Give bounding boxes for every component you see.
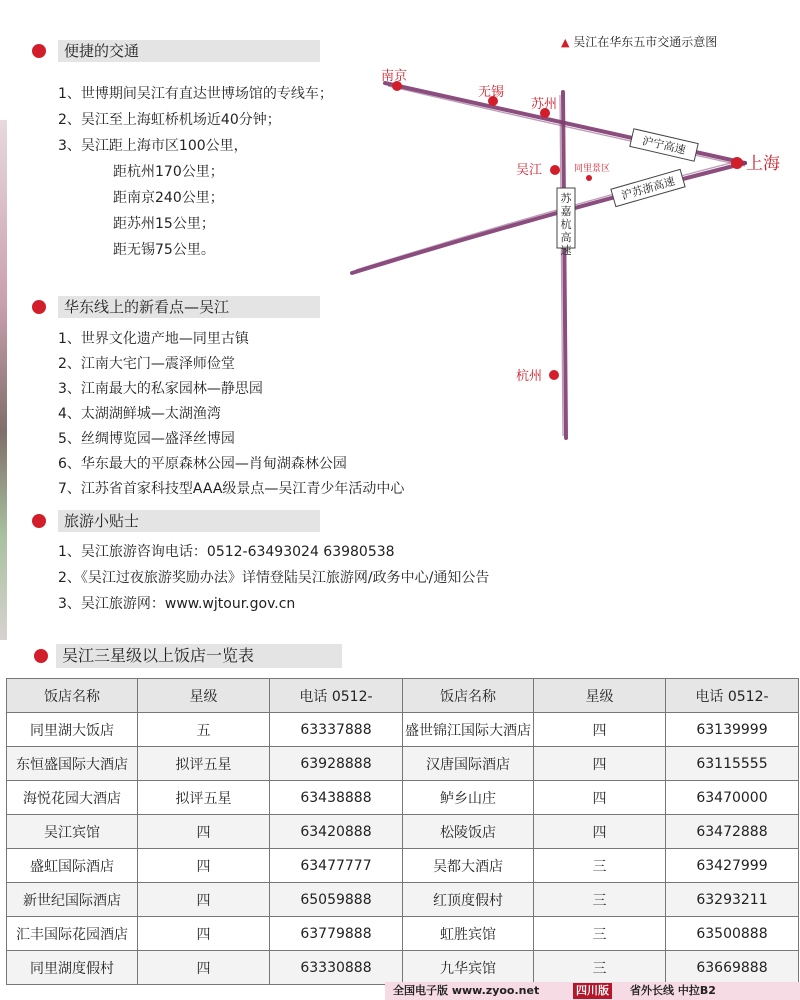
table-cell: 鲈乡山庄	[403, 781, 534, 815]
table-cell: 四	[534, 747, 666, 781]
attraction-item: 5、丝绸博览园—盛泽丝博园	[58, 431, 235, 447]
city-label-hangzhou: 杭州	[516, 369, 543, 384]
transport-title: 便捷的交通	[58, 40, 320, 62]
table-cell: 四	[534, 781, 666, 815]
red-dot-bullet-icon	[32, 44, 46, 58]
table-cell: 拟评五星	[138, 747, 270, 781]
table-cell: 吴都大酒店	[403, 849, 534, 883]
table-cell: 同里湖大饭店	[7, 713, 138, 747]
table-cell: 63472888	[666, 815, 799, 849]
road-label-husuzhe-text: 沪苏浙高速	[619, 174, 677, 203]
road-label-huning	[630, 129, 698, 161]
table-cell: 三	[534, 951, 666, 985]
distance-item: 距南京240公里；	[113, 190, 224, 206]
table-cell: 盛世锦江国际大酒店	[403, 713, 534, 747]
table-cell: 五	[138, 713, 270, 747]
table-cell: 四	[534, 713, 666, 747]
table-cell: 63293211	[666, 883, 799, 917]
attraction-item: 1、世界文化遗产地—同里古镇	[58, 331, 249, 347]
table-cell: 东恒盛国际大酒店	[7, 747, 138, 781]
attraction-item: 7、江苏省首家科技型AAA级景点—吴江青少年活动中心	[58, 481, 405, 497]
road-label-sujiahang	[557, 188, 575, 257]
red-dot-bullet-icon	[34, 649, 48, 663]
table-cell: 四	[138, 849, 270, 883]
distance-item: 距杭州170公里；	[113, 164, 224, 180]
table-header-cell: 电话 0512-	[666, 679, 799, 713]
triangle-marker-icon: ▲	[561, 36, 570, 49]
city-label-shanghai: 上海	[746, 154, 780, 174]
table-cell: 63337888	[270, 713, 403, 747]
table-cell: 四	[138, 917, 270, 951]
table-cell: 63139999	[666, 713, 799, 747]
table-row	[7, 815, 799, 849]
city-label-wujiang: 吴江	[516, 163, 543, 178]
table-header-row	[7, 679, 799, 713]
table-row	[7, 849, 799, 883]
table-row	[7, 781, 799, 815]
table-row	[7, 713, 799, 747]
distance-item: 距无锡75公里。	[113, 242, 215, 258]
attraction-item: 6、华东最大的平原森林公园—肖甸湖森林公园	[58, 456, 347, 472]
table-cell: 同里湖度假村	[7, 951, 138, 985]
table-header-cell: 电话 0512-	[270, 679, 403, 713]
distance-item: 距苏州15公里；	[113, 216, 215, 232]
red-dot-bullet-icon	[32, 514, 46, 528]
table-cell: 63438888	[270, 781, 403, 815]
transport-item: 2、吴江至上海虹桥机场近40分钟；	[58, 112, 281, 128]
table-cell: 63928888	[270, 747, 403, 781]
transport-item: 1、世博期间吴江有直达世博场馆的专线车；	[58, 86, 333, 102]
table-header-cell: 星级	[138, 679, 270, 713]
table-cell: 63500888	[666, 917, 799, 951]
table-cell: 汇丰国际花园酒店	[7, 917, 138, 951]
city-dot-hangzhou	[549, 370, 559, 380]
tip-item: 2、《吴江过夜旅游奖励办法》详情登陆吴江旅游网/政务中心/通知公告	[58, 570, 490, 586]
table-cell: 63427999	[666, 849, 799, 883]
table-cell: 63470000	[666, 781, 799, 815]
attraction-item: 3、江南最大的私家园林—静思园	[58, 381, 263, 397]
map-title-text: 吴江在华东五市交通示意图	[573, 35, 718, 49]
table-cell: 虹胜宾馆	[403, 917, 534, 951]
city-label-suzhou: 苏州	[531, 97, 558, 112]
city-label-tongli: 同里景区	[574, 164, 611, 174]
table-cell: 四	[138, 951, 270, 985]
table-cell: 63669888	[666, 951, 799, 985]
table-cell: 四	[138, 883, 270, 917]
footer-bar	[385, 982, 800, 1000]
hotels-table	[6, 678, 799, 985]
table-cell: 拟评五星	[138, 781, 270, 815]
tips-title: 旅游小贴士	[58, 510, 320, 532]
table-cell: 盛虹国际酒店	[7, 849, 138, 883]
table-cell: 松陵饭店	[403, 815, 534, 849]
footer-site: 全国电子版 www.zyoo.net	[393, 984, 540, 997]
table-row	[7, 883, 799, 917]
road-label-sujiahang-text: 苏嘉杭高速	[560, 192, 572, 257]
table-header-cell: 星级	[534, 679, 666, 713]
tip-item: 3、吴江旅游网：www.wjtour.gov.cn	[58, 596, 296, 612]
attraction-item: 2、江南大宅门—震泽师俭堂	[58, 356, 235, 372]
table-cell: 65059888	[270, 883, 403, 917]
table-cell: 63779888	[270, 917, 403, 951]
table-cell: 三	[534, 883, 666, 917]
city-label-nanjing: 南京	[381, 69, 408, 84]
table-row	[7, 917, 799, 951]
red-dot-bullet-icon	[32, 300, 46, 314]
road-sujiahang	[563, 92, 566, 438]
road-label-husuzhe	[611, 169, 685, 206]
table-cell: 63115555	[666, 747, 799, 781]
table-cell: 63330888	[270, 951, 403, 985]
left-photo-strip	[0, 120, 7, 640]
table-header-cell: 饭店名称	[403, 679, 534, 713]
city-dot-shanghai	[731, 157, 743, 169]
tip-item: 1、吴江旅游咨询电话：0512-63493024 63980538	[58, 544, 395, 560]
city-label-wuxi: 无锡	[478, 85, 505, 100]
footer-edition-badge: 四川版	[573, 983, 612, 999]
table-header-cell: 饭店名称	[7, 679, 138, 713]
table-cell: 四	[534, 815, 666, 849]
road-label-huning-text: 沪宁高速	[640, 134, 687, 157]
transport-item: 3、吴江距上海市区100公里，	[58, 138, 248, 154]
attractions-title: 华东线上的新看点—吴江	[58, 296, 320, 318]
hotels-title: 吴江三星级以上饭店一览表	[56, 644, 342, 668]
table-cell: 63420888	[270, 815, 403, 849]
table-cell: 四	[138, 815, 270, 849]
table-cell: 三	[534, 849, 666, 883]
table-cell: 63477777	[270, 849, 403, 883]
table-cell: 新世纪国际酒店	[7, 883, 138, 917]
table-cell: 汉唐国际酒店	[403, 747, 534, 781]
table-cell: 红顶度假村	[403, 883, 534, 917]
table-cell: 三	[534, 917, 666, 951]
footer-section: 省外长线 中拉B2	[630, 984, 716, 997]
road-husuzhe	[352, 163, 745, 273]
city-dot-wujiang	[550, 165, 560, 175]
table-cell: 九华宾馆	[403, 951, 534, 985]
table-cell: 海悦花园大酒店	[7, 781, 138, 815]
table-row	[7, 747, 799, 781]
city-dot-tongli	[586, 175, 592, 181]
table-cell: 吴江宾馆	[7, 815, 138, 849]
table-row	[7, 951, 799, 985]
transport-map	[330, 28, 800, 448]
attraction-item: 4、太湖湖鲜城—太湖渔湾	[58, 406, 221, 422]
